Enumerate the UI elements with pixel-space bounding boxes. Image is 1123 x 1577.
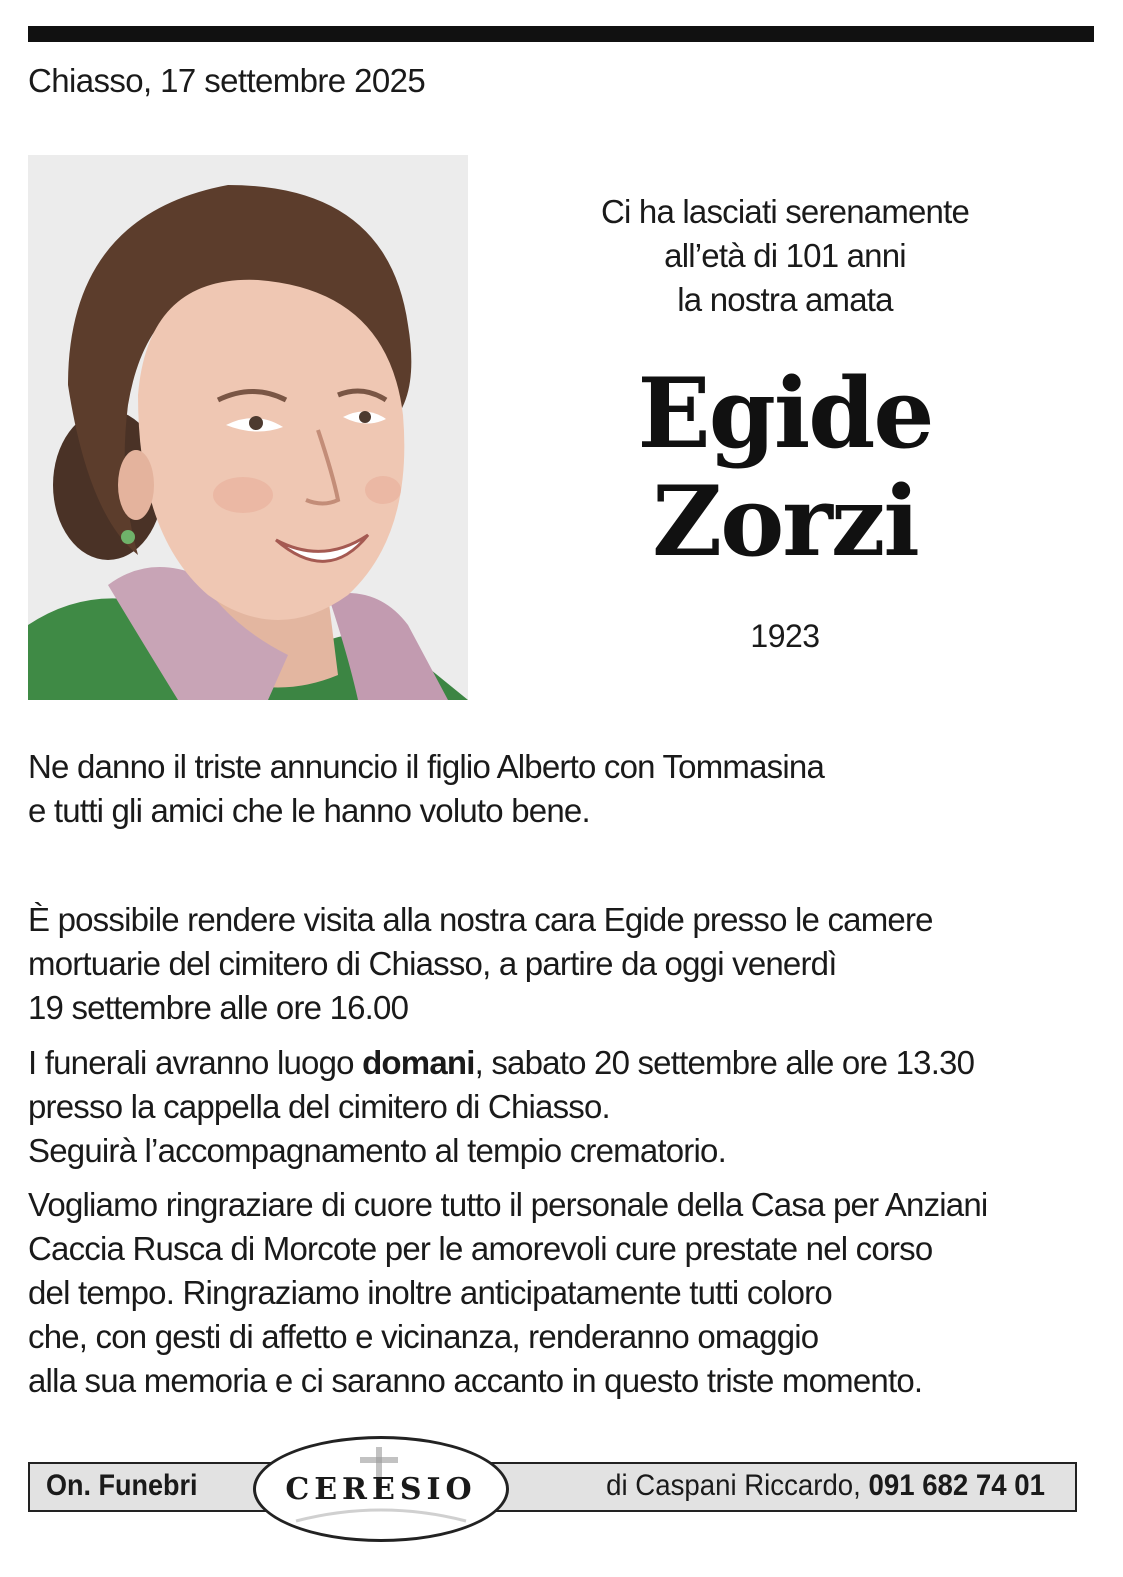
intro-text <box>530 190 1040 322</box>
text-line: È possibile rendere visita alla nostra cara Egide presso le camere <box>28 901 933 938</box>
funeral-home-contact <box>606 1469 1045 1503</box>
intro-line: all’età di 101 anni <box>664 237 906 274</box>
text-line: mortuarie del cimitero di Chiasso, a partire da oggi venerdì <box>28 945 837 982</box>
text-segment: , sabato 20 settembre alle ore 13.30 <box>474 1044 975 1081</box>
deceased-name <box>530 357 1040 578</box>
text-segment: I funerali avranno luogo <box>28 1044 363 1081</box>
top-rule <box>28 26 1094 42</box>
text-line: Caccia Rusca di Morcote per le amorevoli cure prestate nel corso <box>28 1230 933 1267</box>
bold-word: domani <box>362 1044 475 1081</box>
ceresio-logo <box>253 1436 509 1542</box>
text-line: Seguirà l’accompagnamento al tempio crematorio. <box>28 1132 726 1169</box>
birth-year: 1923 <box>750 618 820 654</box>
text-line: e tutti gli amici che le hanno voluto bene. <box>28 792 590 829</box>
text-line: alla sua memoria e ci saranno accanto in questo triste momento. <box>28 1362 923 1399</box>
intro-line: Ci ha lasciati serenamente <box>600 193 970 230</box>
text-line: Vogliamo ringraziare di cuore tutto il personale della Casa per Anziani <box>28 1186 988 1223</box>
last-name: Zorzi <box>652 465 918 578</box>
funeral-home-owner: di Caspani Riccardo, <box>606 1469 869 1502</box>
text-line: presso la cappella del cimitero di Chiasso. <box>28 1088 610 1125</box>
phone-number: 091 682 74 01 <box>868 1469 1045 1502</box>
visit-paragraph <box>28 898 933 1030</box>
text-line: del tempo. Ringraziamo inoltre anticipatamente tutti coloro <box>28 1274 832 1311</box>
text-line: che, con gesti di affetto e vicinanza, renderanno omaggio <box>28 1318 819 1355</box>
thanks-paragraph <box>28 1183 987 1403</box>
funeral-paragraph <box>28 1041 974 1173</box>
text-line <box>28 1041 974 1085</box>
text-line: Ne danno il triste annuncio il figlio Alberto con Tommasina <box>28 748 824 785</box>
intro-line: la nostra amata <box>677 281 893 318</box>
name-block <box>530 190 1040 655</box>
funeral-home-bar <box>28 1462 1077 1512</box>
text-line: 19 settembre alle ore 16.00 <box>28 989 409 1026</box>
announcement-paragraph <box>28 745 824 833</box>
first-name: Egide <box>637 357 933 470</box>
funeral-home-label: On. Funebri <box>46 1469 198 1502</box>
portrait-photo <box>28 155 468 700</box>
place-date: Chiasso, 17 settembre 2025 <box>28 62 426 99</box>
logo-text: CERESIO <box>285 1471 477 1507</box>
